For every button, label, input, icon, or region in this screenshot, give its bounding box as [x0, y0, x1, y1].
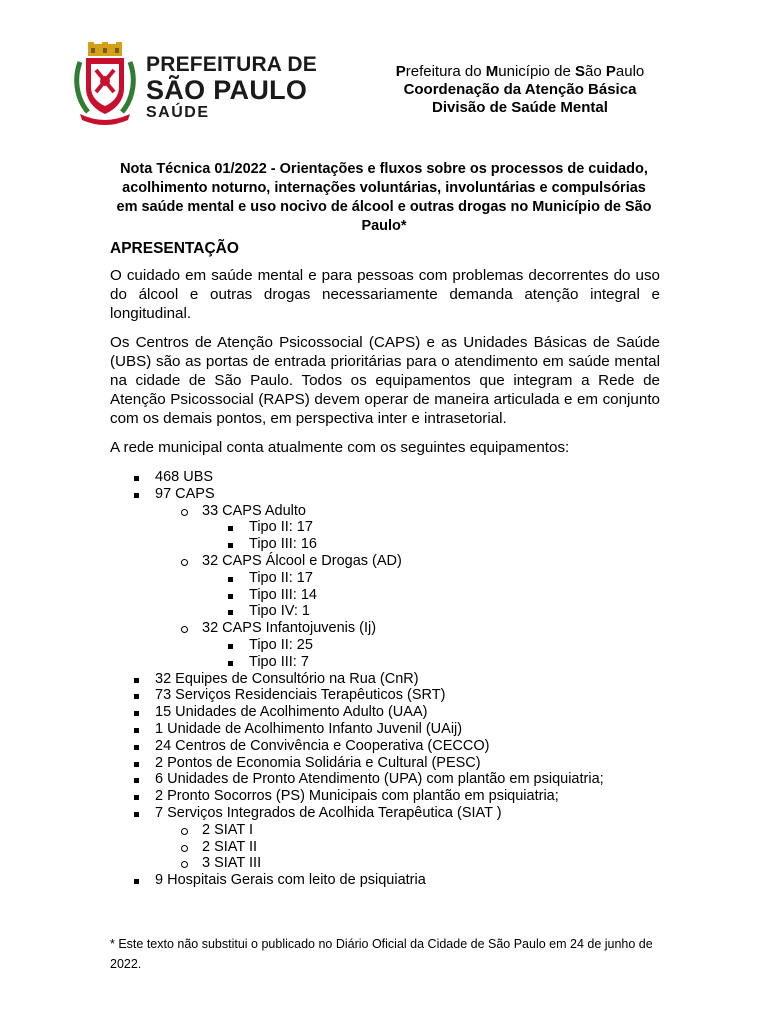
logo-text	[146, 54, 317, 122]
list-item: Tipo II: 17	[110, 519, 660, 536]
list-item: 32 Equipes de Consultório na Rua (CnR)	[110, 671, 660, 688]
list-item: Tipo III: 14	[110, 587, 660, 604]
logo-line-sao-paulo: SÃO PAULO	[146, 75, 308, 105]
list-item: Tipo III: 7	[110, 654, 660, 671]
list-item: Tipo II: 25	[110, 637, 660, 654]
list-item: Tipo II: 17	[110, 570, 660, 587]
list-item: 6 Unidades de Pronto Atendimento (UPA) com plantão em psiquiatria;	[110, 771, 660, 788]
list-item: 2 SIAT I	[110, 822, 660, 839]
section-heading: APRESENTAÇÃO	[110, 240, 239, 257]
main-content	[110, 240, 660, 889]
logo-line-prefeitura: PREFEITURA DE	[146, 53, 317, 76]
list-item: 2 Pronto Socorros (PS) Municipais com plantão em psiquiatria;	[110, 788, 660, 805]
paragraph: A rede municipal conta atualmente com os seguintes equipamentos:	[110, 439, 570, 456]
paragraph: O cuidado em saúde mental e para pessoas com problemas decorrentes do uso do álcool e outras drogas necessariamente demanda atenção integral e longitudinal.	[110, 267, 660, 322]
footnote: * Este texto não substitui o publicado no Diário Oficial da Cidade de São Paulo em 24 de junho de 2022.	[110, 937, 653, 971]
organization-name: Prefeitura do Município de São Paulo	[395, 63, 645, 80]
list-item: 32 CAPS Álcool e Drogas (AD)	[110, 553, 660, 570]
organization-coordination: Coordenação da Atenção Básica	[403, 81, 637, 98]
list-item: 9 Hospitais Gerais com leito de psiquiatria	[110, 872, 660, 889]
list-item: 73 Serviços Residenciais Terapêuticos (SRT)	[110, 687, 660, 704]
paragraph: Os Centros de Atenção Psicossocial (CAPS) e as Unidades Básicas de Saúde (UBS) são as portas de entrada prioritárias para o atendimento em saúde mental na cidade de São Paulo. Todos os equipamentos que integram a Rede de Atenção Psicossocial (RAPS) devem operar de maneira articulada e em conjunto com os demais pontos, em perspectiva inter e intrasetorial.	[110, 334, 660, 427]
list-item: 24 Centros de Convivência e Cooperativa (CECCO)	[110, 738, 660, 755]
list-item: Tipo IV: 1	[110, 603, 660, 620]
list-item: 2 Pontos de Economia Solidária e Cultural (PESC)	[110, 755, 660, 772]
logo-line-saude: SAÚDE	[146, 104, 210, 121]
list-item: 15 Unidades de Acolhimento Adulto (UAA)	[110, 704, 660, 721]
list-item: 7 Serviços Integrados de Acolhida Terapêutica (SIAT )	[110, 805, 660, 822]
organization-block	[370, 62, 670, 117]
document-title: Nota Técnica 01/2022 - Orientações e fluxos sobre os processos de cuidado, acolhimento noturno, internações voluntárias, involuntárias e compulsórias em saúde mental e uso nocivo de álcool e outras drogas no Município de São Paulo*	[116, 161, 652, 234]
organization-division: Divisão de Saúde Mental	[432, 99, 608, 116]
list-item: 2 SIAT II	[110, 839, 660, 856]
list-item: 1 Unidade de Acolhimento Infanto Juvenil (UAij)	[110, 721, 660, 738]
header	[70, 42, 700, 134]
list-item: 97 CAPS	[110, 486, 660, 503]
list-item: 32 CAPS Infantojuvenis (Ij)	[110, 620, 660, 637]
list-item: 33 CAPS Adulto	[110, 503, 660, 520]
coat-of-arms-icon	[74, 42, 136, 126]
list-item: 3 SIAT III	[110, 855, 660, 872]
list-item: 468 UBS	[110, 469, 660, 486]
list-item: Tipo III: 16	[110, 536, 660, 553]
equipment-list	[110, 469, 660, 889]
